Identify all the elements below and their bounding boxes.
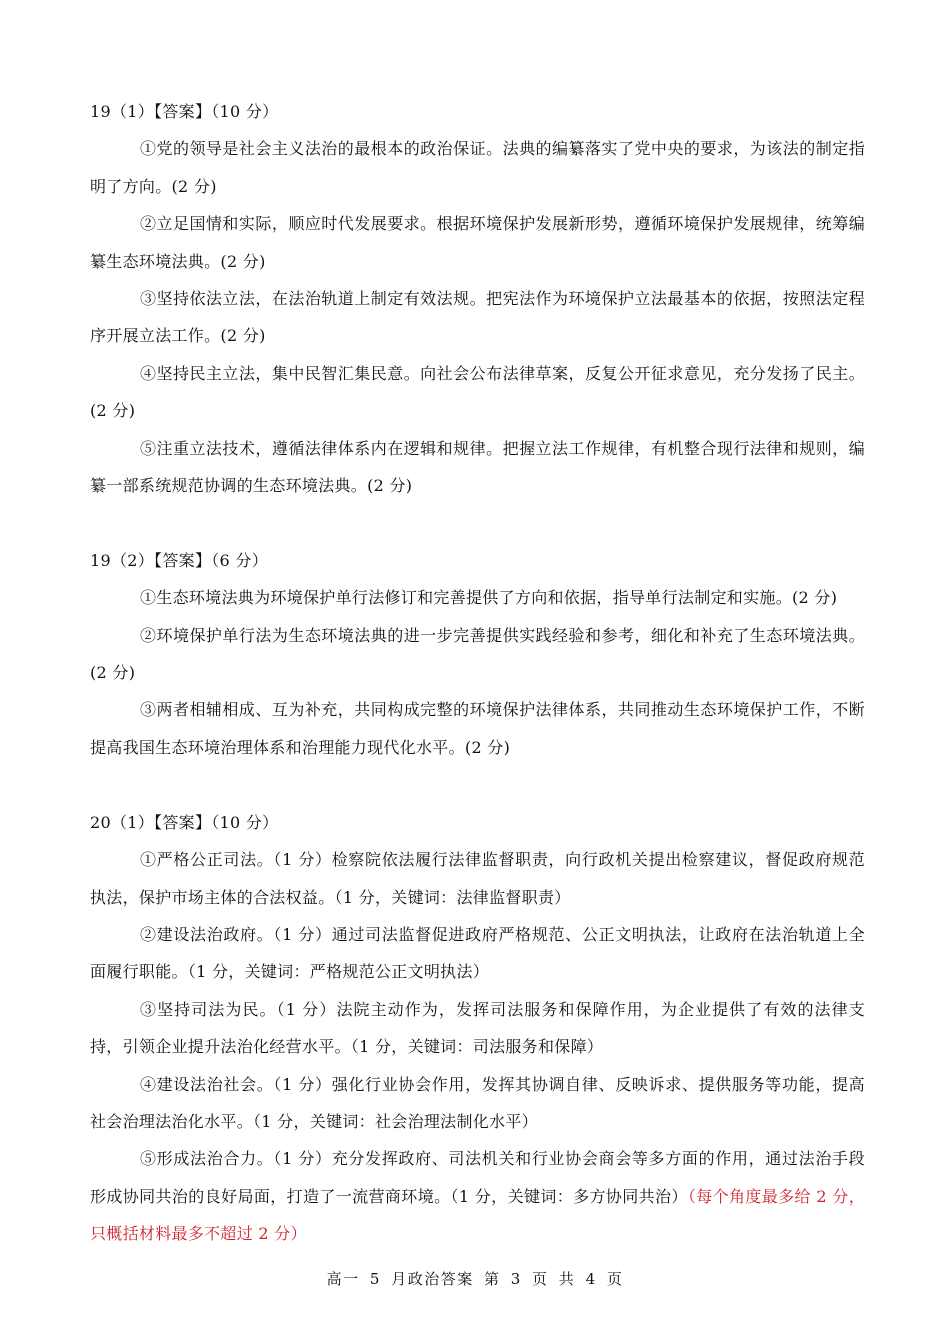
answer-point-20-1-3: ③坚持司法为民。（1 分）法院主动作为，发挥司法服务和保障作用，为企业提供了有效的法律支持，引领企业提升法治化经营水平。（1 分，关键词：司法服务和保障） (90, 999, 865, 1057)
answer-point-20-1-4: ④建设法治社会。（1 分）强化行业协会作用，发挥其协调自律、反映诉求、提供服务等功能，提高社会治理法治化水平。（1 分，关键词：社会治理法制化水平） (90, 1074, 865, 1131)
answer-point-19-1-3: ③坚持依法立法，在法治轨道上制定有效法规。把宪法作为环境保护立法最基本的依据，按照法定程序开展立法工作。(2 分) (90, 289, 865, 346)
answer-point-19-1-5: ⑤注重立法技术，遵循法律体系内在逻辑和规律。把握立法工作规律，有机整合现行法律和规则，编纂一部系统规范协调的生态环境法典。(2 分) (90, 438, 865, 496)
page-footer: 高一 5 月政治答案 第 3 页 共 4 页 (326, 1270, 624, 1288)
section-spacer (90, 766, 865, 803)
answer-point-19-2-2: ②环境保护单行法为生态环境法典的进一步完善提供实践经验和参考，细化和补充了生态环境法典。(2 分) (90, 625, 865, 683)
answer-point-20-1-1: ①严格公正司法。（1 分）检察院依法履行法律监督职责，向行政机关提出检察建议，督促政府规范执法，保护市场主体的合法权益。（1 分，关键词：法律监督职责） (90, 850, 865, 907)
answer-point-19-1-1: ①党的领导是社会主义法治的最根本的政治保证。法典的编纂落实了党中央的要求，为该法的制定指明了方向。(2 分) (90, 139, 865, 196)
answer-document (90, 93, 865, 1253)
answer-point-19-1-4: ④坚持民主立法，集中民智汇集民意。向社会公布法律草案，反复公开征求意见，充分发扬了民主。(2 分) (90, 363, 865, 421)
section-heading-19-2: 19（2）【答案】（6 分） (90, 550, 269, 570)
answer-point-19-1-2: ②立足国情和实际，顺应时代发展要求。根据环境保护发展新形势，遵循环境保护发展规律，统筹编纂生态环境法典。(2 分) (90, 214, 865, 271)
answer-point-19-2-3: ③两者相辅相成、互为补充，共同构成完整的环境保护法律体系，共同推动生态环境保护工作，不断提高我国生态环境治理体系和治理能力现代化水平。(2 分) (90, 700, 865, 757)
grading-note: （每个角度最多给 2 分，只概括材料最多不超过 2 分） (90, 1186, 865, 1244)
section-heading-20-1: 20（1）【答案】（10 分） (90, 812, 279, 832)
section-heading-19-1: 19（1）【答案】（10 分） (90, 102, 279, 121)
section-spacer (90, 504, 865, 541)
answer-point-20-1-5-text: ⑤形成法治合力。（1 分）充分发挥政府、司法机关和行业协会商会等多方面的作用，通过法治手段形成协同共治的良好局面，打造了一流营商环境。（1 分，关键词：多方协同共治） (90, 1149, 865, 1206)
answer-point-19-2-1: ①生态环境法典为环境保护单行法修订和完善提供了方向和依据，指导单行法制定和实施。(2 分) (140, 588, 838, 608)
answer-point-20-1-5 (90, 1140, 865, 1252)
answer-point-20-1-2: ②建设法治政府。（1 分）通过司法监督促进政府严格规范、公正文明执法，让政府在法治轨道上全面履行职能。（1 分，关键词：严格规范公正文明执法） (90, 924, 865, 982)
